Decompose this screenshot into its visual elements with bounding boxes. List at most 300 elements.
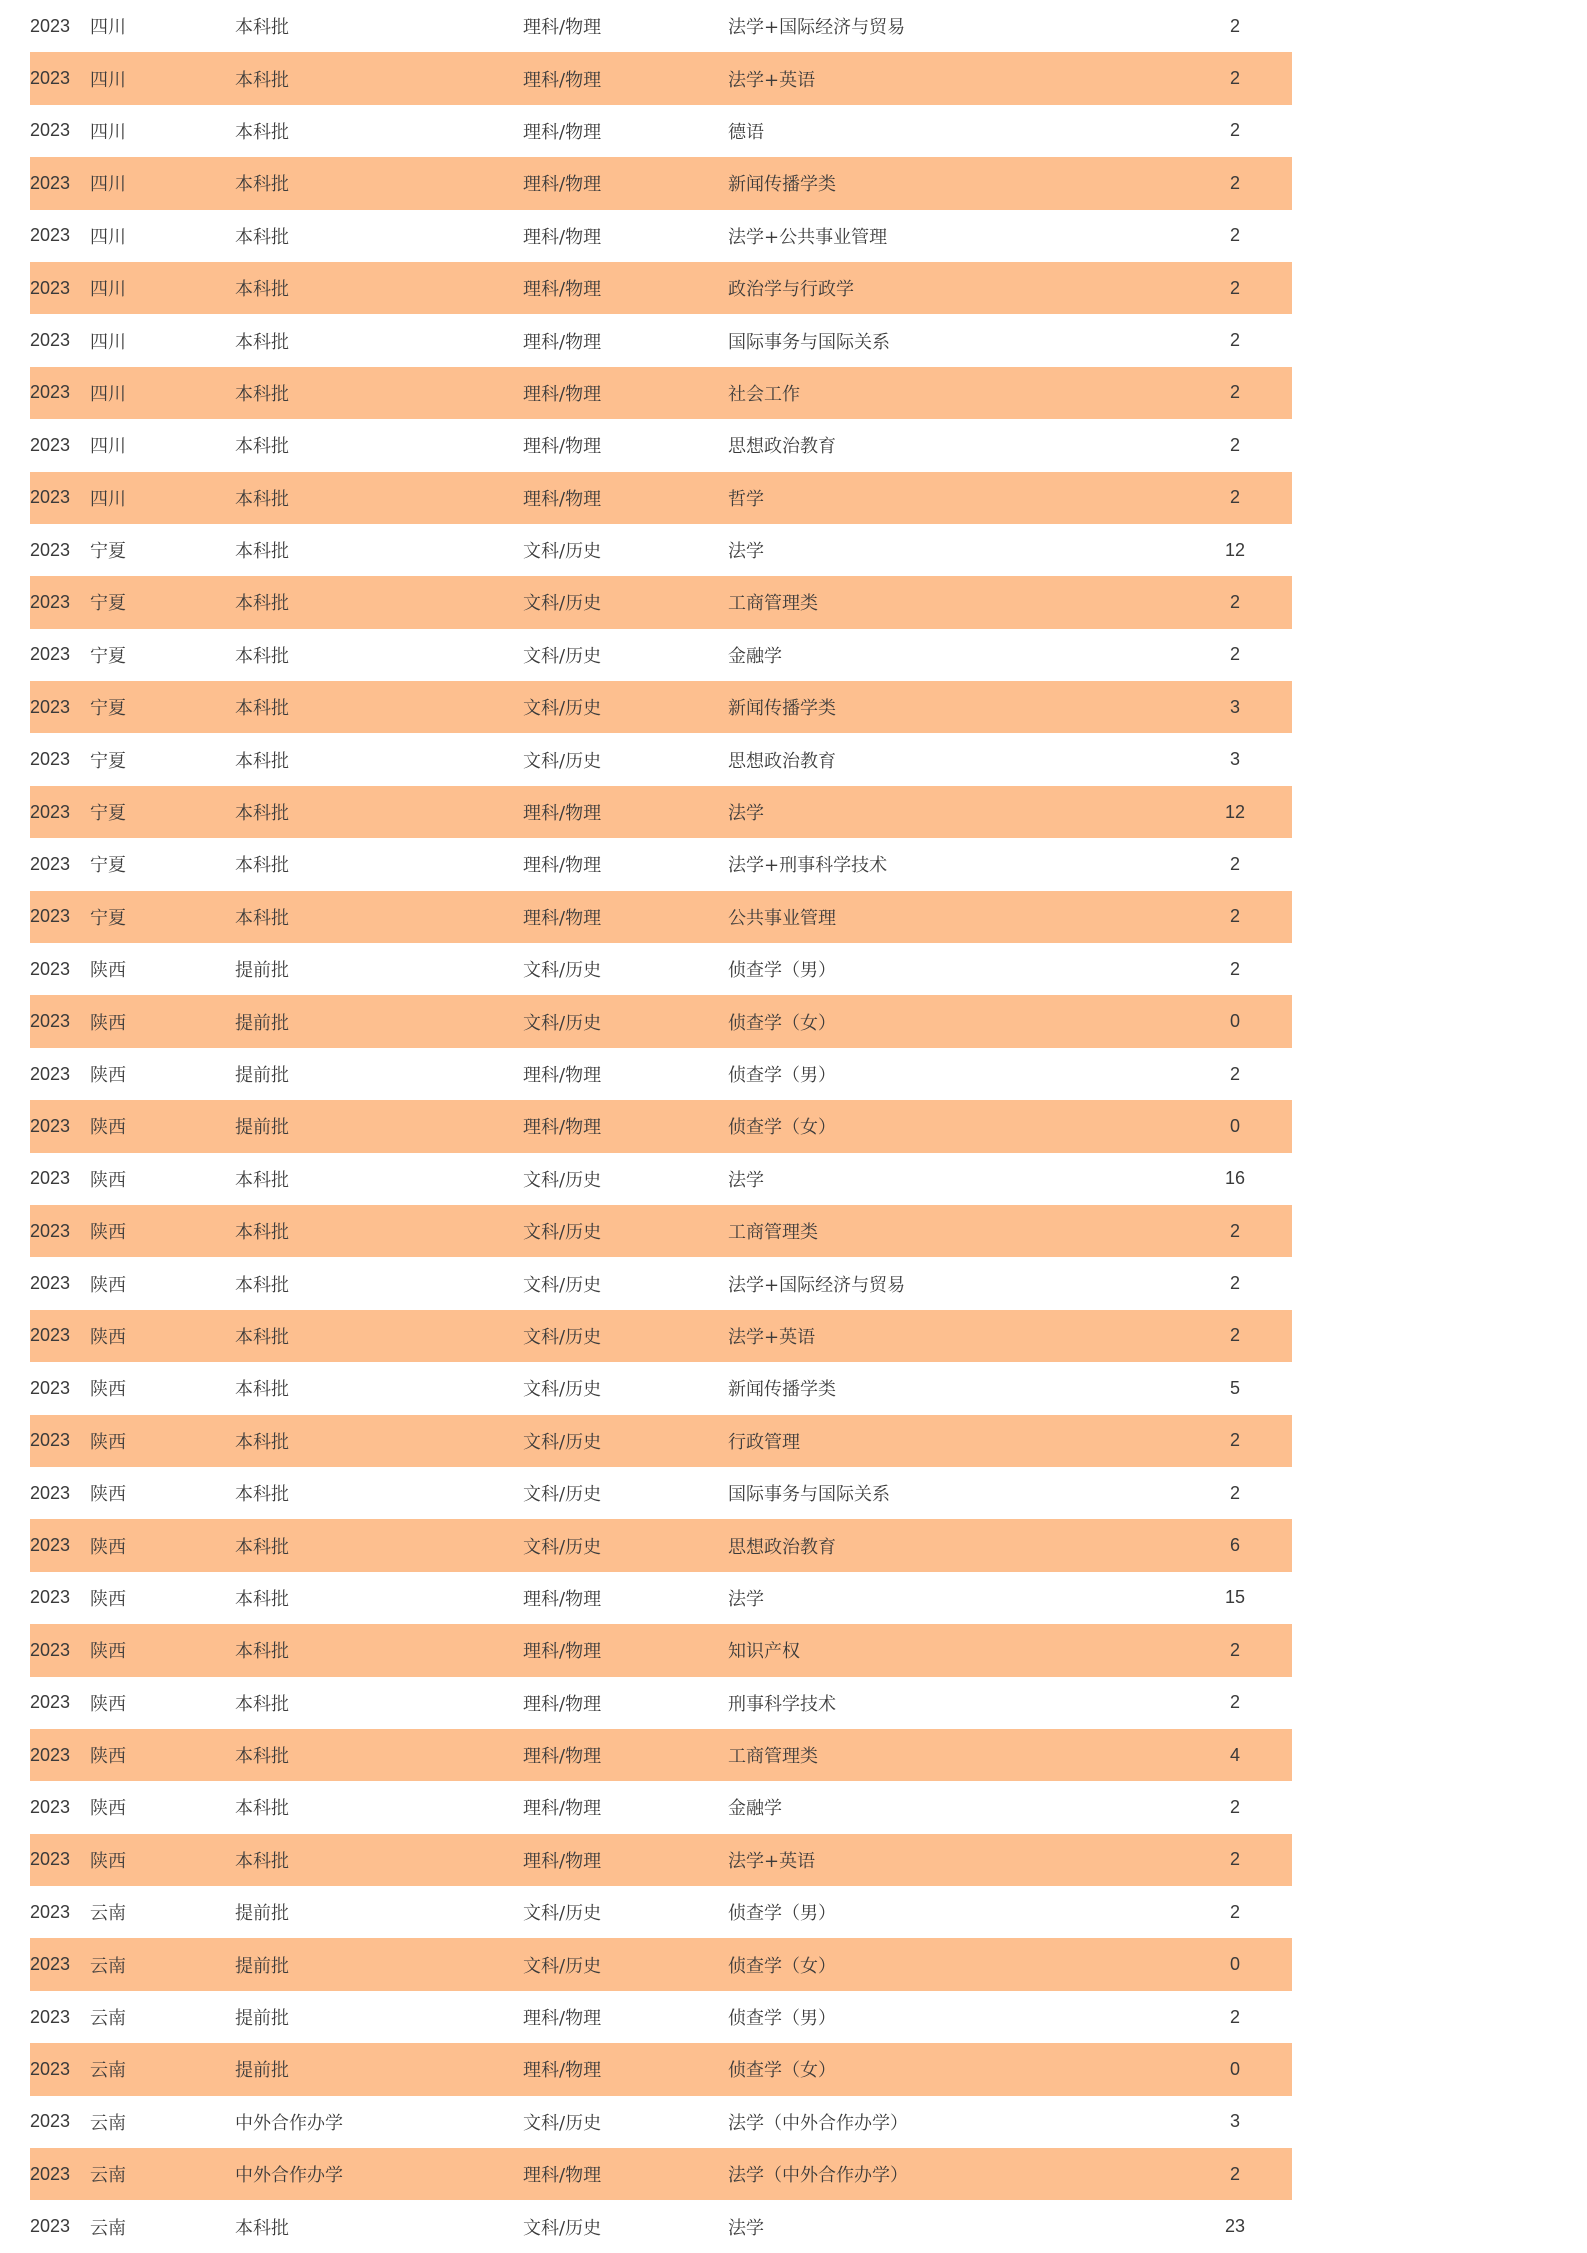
batch-cell: 本科批 [235, 17, 289, 39]
batch-cell: 本科批 [235, 174, 289, 196]
subject-cell: 理科/物理 [523, 1746, 602, 1768]
subject-cell: 理科/物理 [523, 436, 602, 458]
count-cell: 2 [1229, 1692, 1240, 1713]
province-cell: 四川 [90, 436, 126, 458]
table-row [30, 576, 1292, 628]
year-cell: 2023 [30, 2058, 71, 2079]
province-cell: 云南 [90, 2060, 126, 2082]
year-cell: 2023 [30, 434, 71, 455]
batch-cell: 提前批 [235, 1117, 289, 1139]
count-cell: 2 [1229, 1639, 1240, 1660]
province-cell: 陕西 [90, 1117, 126, 1139]
batch-cell: 提前批 [235, 1012, 289, 1034]
province-cell: 宁夏 [90, 645, 126, 667]
major-cell: 侦查学（男） [728, 1065, 836, 1086]
major-cell: 法学 [728, 1588, 764, 1610]
subject-cell: 文科/历史 [523, 593, 602, 615]
province-cell: 陕西 [90, 1693, 126, 1715]
count-cell: 2 [1229, 120, 1240, 141]
subject-cell: 理科/物理 [523, 279, 602, 301]
subject-cell: 文科/历史 [523, 1222, 602, 1244]
count-cell: 2 [1229, 382, 1240, 403]
table-row [30, 681, 1292, 733]
count-cell: 0 [1229, 1011, 1240, 1032]
table-row [30, 262, 1292, 314]
count-cell: 2 [1229, 1482, 1240, 1503]
major-cell: 法学+英语 [728, 69, 816, 91]
major-cell: 侦查学（女） [728, 1012, 836, 1034]
year-cell: 2023 [30, 1325, 71, 1346]
table-row [30, 52, 1292, 104]
province-cell: 陕西 [90, 1850, 126, 1872]
province-cell: 云南 [90, 2112, 126, 2134]
table-row [30, 1415, 1292, 1467]
table-row [30, 1519, 1292, 1571]
batch-cell: 本科批 [235, 1379, 289, 1401]
province-cell: 宁夏 [90, 698, 126, 720]
table-row [30, 1624, 1292, 1676]
province-cell: 陕西 [90, 1798, 126, 1820]
subject-cell: 理科/物理 [523, 121, 602, 143]
count-cell: 3 [1229, 749, 1240, 770]
year-cell: 2023 [30, 330, 71, 351]
count-cell: 2 [1229, 277, 1240, 298]
province-cell: 陕西 [90, 1274, 126, 1296]
subject-cell: 理科/物理 [523, 331, 602, 353]
year-cell: 2023 [30, 853, 71, 874]
province-cell: 四川 [90, 226, 126, 248]
subject-cell: 理科/物理 [523, 2060, 602, 2082]
batch-cell: 本科批 [235, 1169, 289, 1191]
province-cell: 四川 [90, 17, 126, 39]
major-cell: 刑事科学技术 [728, 1693, 836, 1715]
table-row [30, 157, 1292, 209]
year-cell: 2023 [30, 539, 71, 560]
count-cell: 2 [1229, 1901, 1240, 1922]
subject-cell: 文科/历史 [523, 1012, 602, 1034]
subject-cell: 文科/历史 [523, 1484, 602, 1506]
batch-cell: 本科批 [235, 1536, 289, 1558]
batch-cell: 本科批 [235, 750, 289, 772]
batch-cell: 本科批 [235, 1222, 289, 1244]
count-cell: 5 [1229, 1377, 1240, 1398]
subject-cell: 理科/物理 [523, 69, 602, 91]
province-cell: 四川 [90, 331, 126, 353]
table-row [30, 629, 1292, 681]
count-cell: 2 [1229, 644, 1240, 665]
province-cell: 云南 [90, 2165, 126, 2187]
table-row [30, 838, 1292, 890]
count-cell: 2 [1229, 906, 1240, 927]
batch-cell: 提前批 [235, 960, 289, 982]
batch-cell: 本科批 [235, 1484, 289, 1506]
subject-cell: 理科/物理 [523, 907, 602, 929]
year-cell: 2023 [30, 1482, 71, 1503]
table-row [30, 1886, 1292, 1938]
year-cell: 2023 [30, 68, 71, 89]
subject-cell: 文科/历史 [523, 1431, 602, 1453]
major-cell: 思想政治教育 [728, 436, 836, 458]
subject-cell: 文科/历史 [523, 1955, 602, 1977]
table-row [30, 1153, 1292, 1205]
count-cell: 2 [1229, 2163, 1240, 2184]
year-cell: 2023 [30, 1273, 71, 1294]
batch-cell: 本科批 [235, 645, 289, 667]
major-cell: 工商管理类 [728, 1222, 818, 1244]
batch-cell: 提前批 [235, 1903, 289, 1925]
table-row [30, 1729, 1292, 1781]
province-cell: 四川 [90, 69, 126, 91]
table-row [30, 786, 1292, 838]
province-cell: 云南 [90, 2217, 126, 2239]
province-cell: 四川 [90, 383, 126, 405]
table-row [30, 210, 1292, 262]
table-row [30, 2096, 1292, 2148]
subject-cell: 理科/物理 [523, 1641, 602, 1663]
year-cell: 2023 [30, 2111, 71, 2132]
count-cell: 23 [1224, 2216, 1246, 2237]
count-cell: 2 [1229, 330, 1240, 351]
batch-cell: 中外合作办学 [235, 2112, 343, 2134]
count-cell: 12 [1224, 801, 1246, 822]
count-cell: 2 [1229, 172, 1240, 193]
subject-cell: 理科/物理 [523, 2165, 602, 2187]
major-cell: 法学+刑事科学技术 [728, 855, 888, 877]
major-cell: 法学 [728, 1169, 764, 1191]
province-cell: 陕西 [90, 1641, 126, 1663]
batch-cell: 本科批 [235, 1326, 289, 1348]
batch-cell: 本科批 [235, 69, 289, 91]
year-cell: 2023 [30, 1744, 71, 1765]
count-cell: 2 [1229, 2006, 1240, 2027]
major-cell: 法学（中外合作办学） [728, 2165, 908, 2187]
year-cell: 2023 [30, 1535, 71, 1556]
count-cell: 0 [1229, 2058, 1240, 2079]
count-cell: 0 [1229, 1115, 1240, 1136]
year-cell: 2023 [30, 1639, 71, 1660]
major-cell: 工商管理类 [728, 593, 818, 615]
batch-cell: 提前批 [235, 1065, 289, 1086]
count-cell: 2 [1229, 68, 1240, 89]
count-cell: 15 [1224, 1587, 1246, 1608]
batch-cell: 本科批 [235, 121, 289, 143]
province-cell: 宁夏 [90, 593, 126, 615]
year-cell: 2023 [30, 487, 71, 508]
year-cell: 2023 [30, 1220, 71, 1241]
province-cell: 陕西 [90, 1536, 126, 1558]
province-cell: 宁夏 [90, 907, 126, 929]
major-cell: 工商管理类 [728, 1746, 818, 1768]
count-cell: 0 [1229, 1954, 1240, 1975]
major-cell: 哲学 [728, 488, 764, 510]
major-cell: 国际事务与国际关系 [728, 1484, 890, 1506]
count-cell: 2 [1229, 15, 1240, 36]
province-cell: 陕西 [90, 1169, 126, 1191]
count-cell: 2 [1229, 1796, 1240, 1817]
table-row [30, 1834, 1292, 1886]
table-row [30, 419, 1292, 471]
table-row [30, 943, 1292, 995]
subject-cell: 理科/物理 [523, 226, 602, 248]
batch-cell: 本科批 [235, 1798, 289, 1820]
batch-cell: 本科批 [235, 331, 289, 353]
province-cell: 宁夏 [90, 750, 126, 772]
year-cell: 2023 [30, 2216, 71, 2237]
province-cell: 陕西 [90, 1746, 126, 1768]
subject-cell: 文科/历史 [523, 1903, 602, 1925]
province-cell: 四川 [90, 121, 126, 143]
table-row [30, 314, 1292, 366]
table-row [30, 1257, 1292, 1309]
batch-cell: 提前批 [235, 1955, 289, 1977]
batch-cell: 本科批 [235, 279, 289, 301]
batch-cell: 本科批 [235, 1746, 289, 1768]
subject-cell: 理科/物理 [523, 383, 602, 405]
major-cell: 公共事业管理 [728, 907, 836, 929]
count-cell: 2 [1229, 1325, 1240, 1346]
major-cell: 侦查学（女） [728, 1955, 836, 1977]
major-cell: 思想政治教育 [728, 1536, 836, 1558]
major-cell: 法学+国际经济与贸易 [728, 17, 906, 39]
province-cell: 陕西 [90, 1379, 126, 1401]
count-cell: 2 [1229, 853, 1240, 874]
subject-cell: 理科/物理 [523, 1065, 602, 1086]
major-cell: 新闻传播学类 [728, 174, 836, 196]
year-cell: 2023 [30, 382, 71, 403]
year-cell: 2023 [30, 1168, 71, 1189]
table-row [30, 105, 1292, 157]
year-cell: 2023 [30, 1796, 71, 1817]
subject-cell: 理科/物理 [523, 488, 602, 510]
count-cell: 3 [1229, 2111, 1240, 2132]
province-cell: 云南 [90, 1955, 126, 1977]
batch-cell: 本科批 [235, 1641, 289, 1663]
major-cell: 法学 [728, 2217, 764, 2239]
batch-cell: 本科批 [235, 1274, 289, 1296]
year-cell: 2023 [30, 2006, 71, 2027]
subject-cell: 理科/物理 [523, 1117, 602, 1139]
batch-cell: 本科批 [235, 226, 289, 248]
year-cell: 2023 [30, 15, 71, 36]
batch-cell: 中外合作办学 [235, 2165, 343, 2187]
count-cell: 12 [1224, 539, 1246, 560]
year-cell: 2023 [30, 591, 71, 612]
major-cell: 法学+英语 [728, 1850, 816, 1872]
year-cell: 2023 [30, 2163, 71, 2184]
count-cell: 4 [1229, 1744, 1240, 1765]
count-cell: 2 [1229, 487, 1240, 508]
major-cell: 法学+公共事业管理 [728, 226, 888, 248]
year-cell: 2023 [30, 120, 71, 141]
batch-cell: 本科批 [235, 1588, 289, 1610]
year-cell: 2023 [30, 1377, 71, 1398]
year-cell: 2023 [30, 1901, 71, 1922]
batch-cell: 本科批 [235, 1693, 289, 1715]
major-cell: 侦查学（男） [728, 960, 836, 982]
subject-cell: 理科/物理 [523, 1588, 602, 1610]
major-cell: 侦查学（女） [728, 2060, 836, 2082]
table-row [30, 2148, 1292, 2200]
province-cell: 四川 [90, 174, 126, 196]
year-cell: 2023 [30, 172, 71, 193]
province-cell: 云南 [90, 1903, 126, 1925]
batch-cell: 本科批 [235, 698, 289, 720]
province-cell: 云南 [90, 2008, 126, 2030]
count-cell: 2 [1229, 958, 1240, 979]
year-cell: 2023 [30, 958, 71, 979]
province-cell: 宁夏 [90, 855, 126, 877]
subject-cell: 理科/物理 [523, 1798, 602, 1820]
year-cell: 2023 [30, 696, 71, 717]
count-cell: 16 [1224, 1168, 1246, 1189]
batch-cell: 本科批 [235, 1850, 289, 1872]
major-cell: 侦查学（男） [728, 1903, 836, 1925]
province-cell: 陕西 [90, 1484, 126, 1506]
major-cell: 侦查学（女） [728, 1117, 836, 1139]
major-cell: 法学 [728, 803, 764, 825]
batch-cell: 本科批 [235, 2217, 289, 2239]
subject-cell: 文科/历史 [523, 1536, 602, 1558]
subject-cell: 理科/物理 [523, 1850, 602, 1872]
province-cell: 陕西 [90, 1222, 126, 1244]
batch-cell: 提前批 [235, 2060, 289, 2082]
subject-cell: 文科/历史 [523, 1326, 602, 1348]
count-cell: 2 [1229, 591, 1240, 612]
table-row [30, 524, 1292, 576]
table-row [30, 472, 1292, 524]
batch-cell: 本科批 [235, 907, 289, 929]
count-cell: 6 [1229, 1535, 1240, 1556]
batch-cell: 本科批 [235, 803, 289, 825]
count-cell: 2 [1229, 434, 1240, 455]
batch-cell: 本科批 [235, 855, 289, 877]
province-cell: 陕西 [90, 1065, 126, 1086]
year-cell: 2023 [30, 277, 71, 298]
subject-cell: 理科/物理 [523, 855, 602, 877]
year-cell: 2023 [30, 1063, 71, 1084]
subject-cell: 文科/历史 [523, 541, 602, 563]
table-row [30, 1100, 1292, 1152]
year-cell: 2023 [30, 801, 71, 822]
province-cell: 陕西 [90, 1326, 126, 1348]
batch-cell: 本科批 [235, 383, 289, 405]
subject-cell: 文科/历史 [523, 2217, 602, 2239]
major-cell: 新闻传播学类 [728, 1379, 836, 1401]
subject-cell: 文科/历史 [523, 1169, 602, 1191]
major-cell: 金融学 [728, 1798, 782, 1820]
province-cell: 陕西 [90, 1012, 126, 1034]
province-cell: 宁夏 [90, 803, 126, 825]
table-row [30, 733, 1292, 785]
subject-cell: 理科/物理 [523, 1693, 602, 1715]
subject-cell: 理科/物理 [523, 803, 602, 825]
table-row [30, 1467, 1292, 1519]
subject-cell: 文科/历史 [523, 750, 602, 772]
count-cell: 2 [1229, 1430, 1240, 1451]
batch-cell: 本科批 [235, 1431, 289, 1453]
major-cell: 法学+国际经济与贸易 [728, 1274, 906, 1296]
subject-cell: 理科/物理 [523, 17, 602, 39]
major-cell: 金融学 [728, 645, 782, 667]
major-cell: 政治学与行政学 [728, 279, 854, 301]
year-cell: 2023 [30, 749, 71, 770]
subject-cell: 文科/历史 [523, 2112, 602, 2134]
province-cell: 陕西 [90, 1588, 126, 1610]
table-row [30, 1310, 1292, 1362]
count-cell: 2 [1229, 1849, 1240, 1870]
province-cell: 陕西 [90, 1431, 126, 1453]
major-cell: 法学 [728, 541, 764, 563]
major-cell: 新闻传播学类 [728, 698, 836, 720]
year-cell: 2023 [30, 1954, 71, 1975]
table-row [30, 891, 1292, 943]
table-row [30, 1362, 1292, 1414]
table-row [30, 2043, 1292, 2095]
table-row [30, 1991, 1292, 2043]
table-row [30, 1781, 1292, 1833]
count-cell: 2 [1229, 1063, 1240, 1084]
province-cell: 四川 [90, 488, 126, 510]
province-cell: 陕西 [90, 960, 126, 982]
major-cell: 德语 [728, 121, 764, 143]
batch-cell: 本科批 [235, 541, 289, 563]
subject-cell: 文科/历史 [523, 1379, 602, 1401]
year-cell: 2023 [30, 1430, 71, 1451]
major-cell: 知识产权 [728, 1641, 800, 1663]
subject-cell: 文科/历史 [523, 698, 602, 720]
subject-cell: 文科/历史 [523, 1274, 602, 1296]
batch-cell: 本科批 [235, 436, 289, 458]
count-cell: 2 [1229, 1220, 1240, 1241]
batch-cell: 本科批 [235, 488, 289, 510]
year-cell: 2023 [30, 225, 71, 246]
table-row [30, 1205, 1292, 1257]
subject-cell: 理科/物理 [523, 2008, 602, 2030]
major-cell: 社会工作 [728, 383, 800, 405]
subject-cell: 文科/历史 [523, 960, 602, 982]
major-cell: 侦查学（男） [728, 2008, 836, 2030]
province-cell: 四川 [90, 279, 126, 301]
subject-cell: 理科/物理 [523, 174, 602, 196]
year-cell: 2023 [30, 906, 71, 927]
major-cell: 思想政治教育 [728, 750, 836, 772]
batch-cell: 提前批 [235, 2008, 289, 2030]
table-row [30, 0, 1292, 52]
major-cell: 法学+英语 [728, 1326, 816, 1348]
major-cell: 行政管理 [728, 1431, 800, 1453]
subject-cell: 文科/历史 [523, 645, 602, 667]
table-row [30, 1048, 1292, 1100]
year-cell: 2023 [30, 1849, 71, 1870]
count-cell: 2 [1229, 1273, 1240, 1294]
year-cell: 2023 [30, 1115, 71, 1136]
table-row [30, 1938, 1292, 1990]
batch-cell: 本科批 [235, 593, 289, 615]
table-row [30, 995, 1292, 1047]
province-cell: 宁夏 [90, 541, 126, 563]
count-cell: 2 [1229, 225, 1240, 246]
year-cell: 2023 [30, 1587, 71, 1608]
major-cell: 国际事务与国际关系 [728, 331, 890, 353]
table-row [30, 1572, 1292, 1624]
year-cell: 2023 [30, 644, 71, 665]
table-row [30, 367, 1292, 419]
year-cell: 2023 [30, 1692, 71, 1713]
enrollment-table [30, 0, 1292, 2253]
count-cell: 3 [1229, 696, 1240, 717]
major-cell: 法学（中外合作办学） [728, 2112, 908, 2134]
year-cell: 2023 [30, 1011, 71, 1032]
